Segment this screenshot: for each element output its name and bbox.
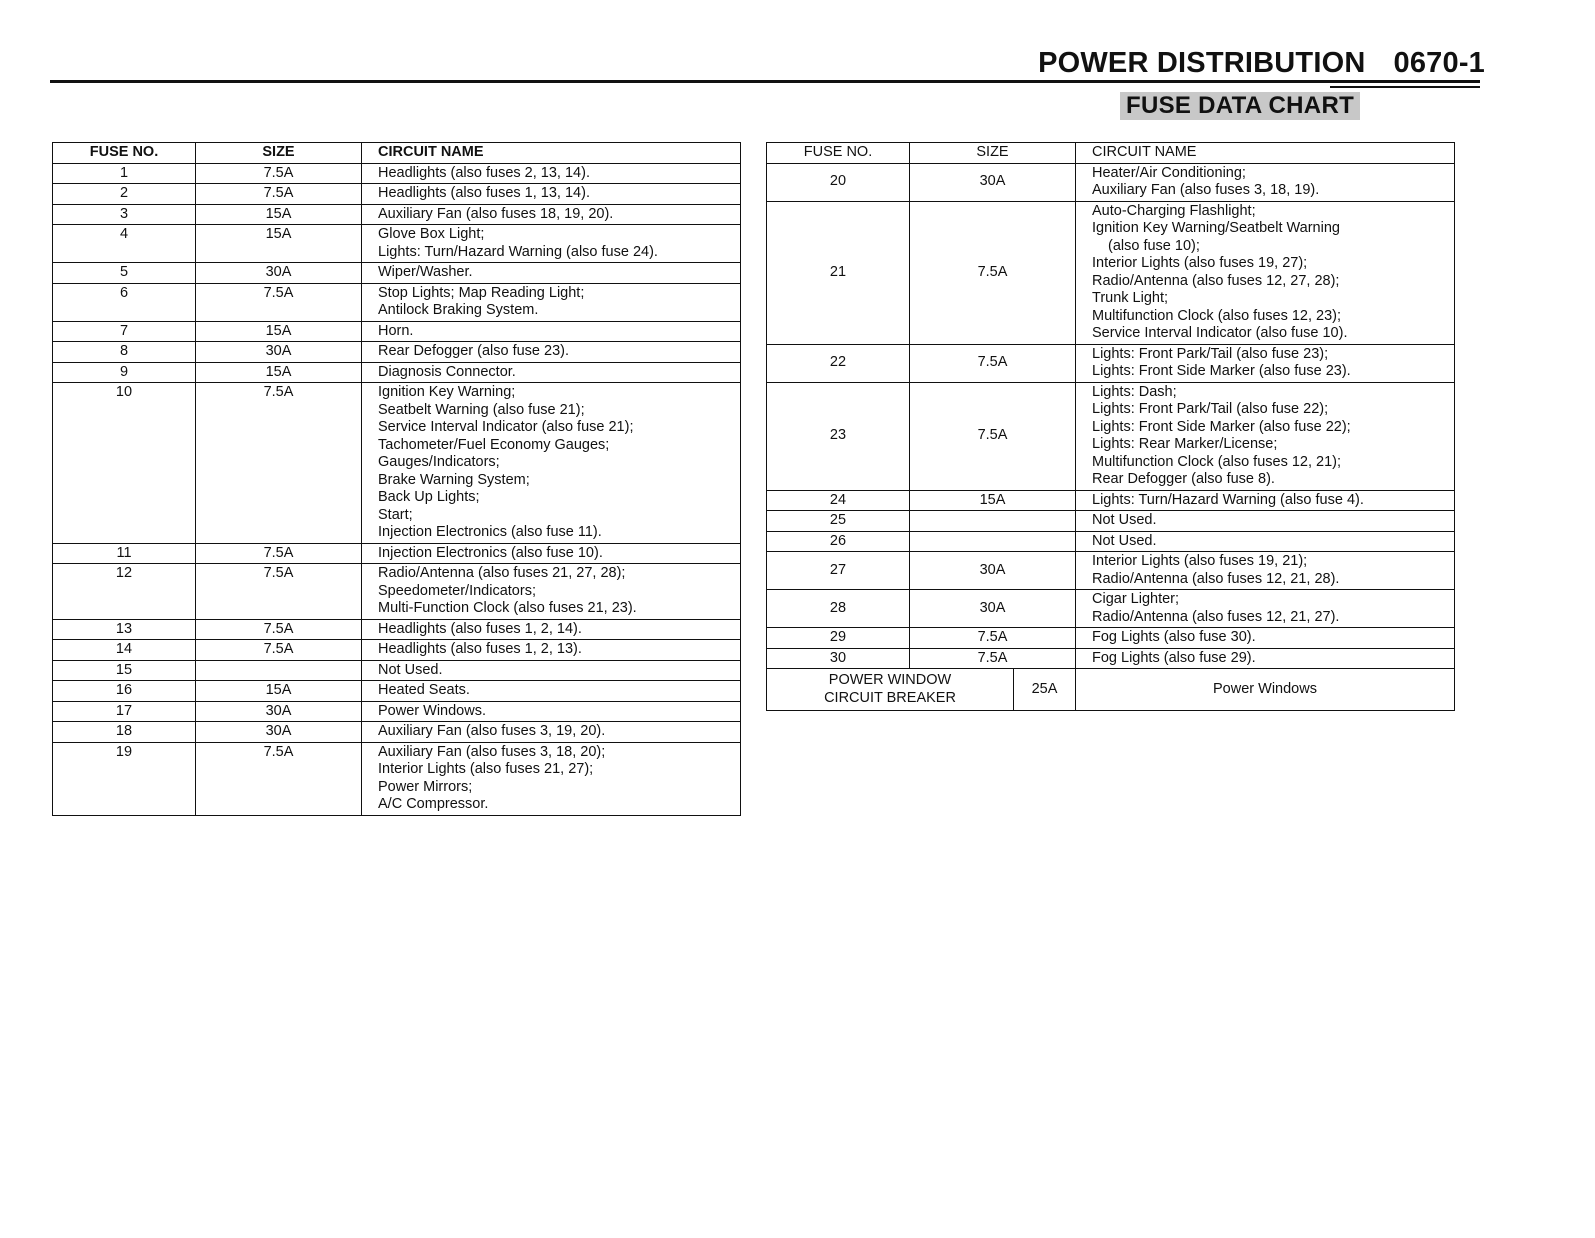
circuit-line: (also fuse 10); bbox=[1108, 237, 1200, 254]
circuit-line: Power Windows. bbox=[378, 702, 486, 719]
fuse-number: 20 bbox=[767, 163, 910, 201]
fuse-number: 4 bbox=[53, 225, 196, 263]
table-row bbox=[53, 742, 741, 815]
fuse-size: 15A bbox=[196, 321, 362, 342]
table-header-row bbox=[53, 143, 741, 164]
circuit-name bbox=[1076, 531, 1455, 552]
header-divider-short bbox=[1330, 86, 1480, 88]
table-row bbox=[767, 382, 1455, 490]
circuit-name bbox=[362, 564, 741, 620]
circuit-name bbox=[362, 163, 741, 184]
circuit-line: Multifunction Clock (also fuses 12, 21); bbox=[1092, 453, 1342, 470]
table-row bbox=[767, 628, 1455, 649]
circuit-name bbox=[1076, 511, 1455, 532]
circuit-line: Auxiliary Fan (also fuses 3, 19, 20). bbox=[378, 723, 606, 739]
circuit-line: Lights: Front Park/Tail (also fuse 23); bbox=[1092, 345, 1329, 362]
circuit-breaker-cell bbox=[767, 669, 1076, 711]
circuit-line: Stop Lights; Map Reading Light; bbox=[378, 284, 585, 301]
circuit-name bbox=[1076, 163, 1455, 201]
fuse-size: 7.5A bbox=[910, 628, 1076, 649]
fuse-size: 30A bbox=[910, 552, 1076, 590]
fuse-size: 7.5A bbox=[196, 163, 362, 184]
circuit-name bbox=[1076, 628, 1455, 649]
table-row bbox=[767, 531, 1455, 552]
circuit-line: Not Used. bbox=[1092, 532, 1157, 549]
fuse-size: 30A bbox=[910, 163, 1076, 201]
circuit-line: Service Interval Indicator (also fuse 21); bbox=[378, 419, 634, 435]
fuse-number: 13 bbox=[53, 619, 196, 640]
circuit-line: Lights: Front Park/Tail (also fuse 22); bbox=[1092, 401, 1329, 417]
circuit-name bbox=[362, 184, 741, 205]
column-header-circuit-name: CIRCUIT NAME bbox=[1076, 143, 1455, 164]
fuse-table-left bbox=[52, 142, 741, 816]
table-row bbox=[53, 701, 741, 722]
chart-title: FUSE DATA CHART bbox=[1120, 92, 1360, 120]
circuit-line: Heater/Air Conditioning; bbox=[1092, 164, 1246, 181]
circuit-name bbox=[362, 321, 741, 342]
circuit-line: Speedometer/Indicators; bbox=[378, 582, 536, 599]
circuit-line: Tachometer/Fuel Economy Gauges; bbox=[378, 436, 610, 453]
fuse-number: 19 bbox=[53, 742, 196, 815]
fuse-size: 30A bbox=[196, 701, 362, 722]
circuit-line: Headlights (also fuses 1, 13, 14). bbox=[378, 185, 590, 201]
circuit-line: Ignition Key Warning; bbox=[378, 384, 516, 400]
table-row bbox=[53, 342, 741, 363]
circuit-line: Glove Box Light; bbox=[378, 226, 485, 242]
fuse-size: 7.5A bbox=[910, 344, 1076, 382]
fuse-size bbox=[910, 531, 1076, 552]
column-header-circuit-name: CIRCUIT NAME bbox=[362, 143, 741, 164]
table-row bbox=[53, 619, 741, 640]
table-row bbox=[53, 321, 741, 342]
circuit-name bbox=[362, 619, 741, 640]
circuit-line: Start; bbox=[378, 506, 413, 523]
fuse-number: 2 bbox=[53, 184, 196, 205]
fuse-size: 7.5A bbox=[196, 640, 362, 661]
fuse-number: 11 bbox=[53, 543, 196, 564]
circuit-line: A/C Compressor. bbox=[378, 796, 489, 812]
circuit-line: Radio/Antenna (also fuses 12, 21, 27). bbox=[1092, 608, 1340, 625]
circuit-line: Lights: Rear Marker/License; bbox=[1092, 436, 1278, 452]
circuit-name bbox=[362, 722, 741, 743]
circuit-line: Not Used. bbox=[1092, 512, 1157, 528]
circuit-line: Power Mirrors; bbox=[378, 778, 473, 795]
circuit-name bbox=[362, 283, 741, 321]
table-row bbox=[53, 184, 741, 205]
fuse-size: 30A bbox=[196, 342, 362, 363]
fuse-size: 30A bbox=[910, 590, 1076, 628]
table-row bbox=[767, 648, 1455, 669]
table-row bbox=[767, 552, 1455, 590]
fuse-size: 7.5A bbox=[910, 648, 1076, 669]
circuit-line: Radio/Antenna (also fuses 12, 27, 28); bbox=[1092, 272, 1340, 289]
circuit-name bbox=[1076, 552, 1455, 590]
circuit-line: Heated Seats. bbox=[378, 682, 470, 698]
table-row bbox=[767, 590, 1455, 628]
table-row bbox=[767, 490, 1455, 511]
column-header-fuse-no: FUSE NO. bbox=[53, 143, 196, 164]
header-divider bbox=[50, 80, 1480, 83]
fuse-size: 7.5A bbox=[196, 742, 362, 815]
fuse-number: 24 bbox=[767, 490, 910, 511]
circuit-line: Rear Defogger (also fuse 23). bbox=[378, 343, 570, 359]
column-header-size: SIZE bbox=[910, 143, 1076, 164]
fuse-number: 28 bbox=[767, 590, 910, 628]
table-row bbox=[53, 681, 741, 702]
table-row bbox=[53, 640, 741, 661]
fuse-number: 21 bbox=[767, 201, 910, 344]
table-row bbox=[767, 344, 1455, 382]
circuit-name bbox=[1076, 382, 1455, 490]
fuse-number: 15 bbox=[53, 660, 196, 681]
circuit-line: Trunk Light; bbox=[1092, 290, 1169, 306]
circuit-line: Cigar Lighter; bbox=[1092, 591, 1180, 607]
table-row bbox=[53, 383, 741, 544]
circuit-name bbox=[1076, 344, 1455, 382]
circuit-line: Lights: Front Side Marker (also fuse 23). bbox=[1092, 363, 1351, 379]
table-row bbox=[767, 163, 1455, 201]
fuse-size: 7.5A bbox=[910, 201, 1076, 344]
circuit-name bbox=[362, 204, 741, 225]
table-row bbox=[53, 564, 741, 620]
circuit-line: Auxiliary Fan (also fuses 18, 19, 20). bbox=[378, 205, 614, 222]
circuit-name bbox=[362, 383, 741, 544]
circuit-line: Headlights (also fuses 1, 2, 13). bbox=[378, 641, 582, 657]
circuit-name bbox=[362, 263, 741, 284]
fuse-number: 5 bbox=[53, 263, 196, 284]
circuit-line: Back Up Lights; bbox=[378, 489, 480, 505]
circuit-name bbox=[1076, 648, 1455, 669]
column-header-fuse-no: FUSE NO. bbox=[767, 143, 910, 164]
circuit-line: Lights: Dash; bbox=[1092, 383, 1177, 400]
circuit-name bbox=[362, 660, 741, 681]
circuit-name bbox=[362, 701, 741, 722]
table-row bbox=[767, 511, 1455, 532]
circuit-name bbox=[1076, 201, 1455, 344]
fuse-size: 15A bbox=[196, 362, 362, 383]
circuit-name bbox=[1076, 590, 1455, 628]
section-code: 0670-1 bbox=[1393, 47, 1485, 79]
fuse-number: 17 bbox=[53, 701, 196, 722]
fuse-number: 7 bbox=[53, 321, 196, 342]
circuit-name bbox=[1076, 490, 1455, 511]
fuse-number: 23 bbox=[767, 382, 910, 490]
fuse-size: 15A bbox=[196, 681, 362, 702]
fuse-size: 7.5A bbox=[196, 619, 362, 640]
circuit-line: Injection Electronics (also fuse 10). bbox=[378, 544, 603, 561]
circuit-line: Rear Defogger (also fuse 8). bbox=[1092, 471, 1275, 487]
circuit-line: Auxiliary Fan (also fuses 3, 18, 20); bbox=[378, 743, 606, 760]
circuit-line: Headlights (also fuses 1, 2, 14). bbox=[378, 620, 582, 637]
column-header-size: SIZE bbox=[196, 143, 362, 164]
table-row bbox=[53, 204, 741, 225]
fuse-number: 9 bbox=[53, 362, 196, 383]
circuit-line: Auxiliary Fan (also fuses 3, 18, 19). bbox=[1092, 182, 1320, 198]
fuse-size: 15A bbox=[196, 204, 362, 225]
table-row bbox=[53, 225, 741, 263]
circuit-breaker-row bbox=[767, 669, 1455, 711]
circuit-line: Diagnosis Connector. bbox=[378, 363, 516, 380]
circuit-line: Service Interval Indicator (also fuse 10). bbox=[1092, 325, 1348, 341]
fuse-number: 30 bbox=[767, 648, 910, 669]
section-title: POWER DISTRIBUTION bbox=[1038, 47, 1366, 79]
fuse-size bbox=[910, 511, 1076, 532]
fuse-size: 7.5A bbox=[910, 382, 1076, 490]
fuse-number: 22 bbox=[767, 344, 910, 382]
circuit-line: Not Used. bbox=[378, 661, 443, 678]
circuit-line: Fog Lights (also fuse 30). bbox=[1092, 629, 1256, 645]
circuit-line: Wiper/Washer. bbox=[378, 264, 473, 280]
circuit-line: Radio/Antenna (also fuses 21, 27, 28); bbox=[378, 565, 626, 581]
circuit-line: Injection Electronics (also fuse 11). bbox=[378, 524, 602, 540]
circuit-line: Brake Warning System; bbox=[378, 471, 530, 488]
circuit-line: Headlights (also fuses 2, 13, 14). bbox=[378, 164, 590, 181]
fuse-number: 26 bbox=[767, 531, 910, 552]
circuit-breaker-label-line: CIRCUIT BREAKER bbox=[824, 689, 956, 706]
fuse-table-right bbox=[766, 142, 1455, 711]
circuit-line: Multi-Function Clock (also fuses 21, 23). bbox=[378, 600, 637, 616]
fuse-size: 7.5A bbox=[196, 383, 362, 544]
circuit-line: Auto-Charging Flashlight; bbox=[1092, 202, 1256, 219]
circuit-name bbox=[362, 742, 741, 815]
circuit-name bbox=[362, 342, 741, 363]
circuit-line: Gauges/Indicators; bbox=[378, 454, 500, 470]
circuit-breaker-size: 25A bbox=[1031, 680, 1058, 697]
circuit-line: Interior Lights (also fuses 19, 27); bbox=[1092, 255, 1308, 271]
circuit-name bbox=[362, 640, 741, 661]
circuit-line: Lights: Front Side Marker (also fuse 22); bbox=[1092, 418, 1351, 435]
circuit-breaker-circuit: Power Windows bbox=[1076, 669, 1455, 711]
fuse-size: 15A bbox=[196, 225, 362, 263]
table-row bbox=[53, 722, 741, 743]
fuse-number: 1 bbox=[53, 163, 196, 184]
fuse-number: 16 bbox=[53, 681, 196, 702]
circuit-line: Lights: Turn/Hazard Warning (also fuse 4). bbox=[1092, 491, 1364, 508]
fuse-size: 15A bbox=[910, 490, 1076, 511]
table-row bbox=[53, 362, 741, 383]
fuse-number: 29 bbox=[767, 628, 910, 649]
fuse-size: 7.5A bbox=[196, 283, 362, 321]
fuse-size: 7.5A bbox=[196, 543, 362, 564]
circuit-line: Horn. bbox=[378, 322, 414, 339]
fuse-number: 6 bbox=[53, 283, 196, 321]
table-row bbox=[53, 163, 741, 184]
table-row bbox=[53, 283, 741, 321]
circuit-line: Antilock Braking System. bbox=[378, 302, 539, 318]
fuse-size: 30A bbox=[196, 722, 362, 743]
circuit-line: Lights: Turn/Hazard Warning (also fuse 24). bbox=[378, 243, 658, 260]
circuit-line: Interior Lights (also fuses 19, 21); bbox=[1092, 553, 1308, 569]
fuse-number: 14 bbox=[53, 640, 196, 661]
fuse-size: 7.5A bbox=[196, 184, 362, 205]
circuit-name bbox=[362, 681, 741, 702]
fuse-number: 18 bbox=[53, 722, 196, 743]
circuit-line: Seatbelt Warning (also fuse 21); bbox=[378, 401, 585, 418]
fuse-number: 3 bbox=[53, 204, 196, 225]
fuse-number: 8 bbox=[53, 342, 196, 363]
table-row bbox=[53, 543, 741, 564]
fuse-size: 30A bbox=[196, 263, 362, 284]
circuit-breaker-label bbox=[767, 669, 1014, 710]
fuse-number: 27 bbox=[767, 552, 910, 590]
circuit-line: Radio/Antenna (also fuses 12, 21, 28). bbox=[1092, 570, 1340, 587]
fuse-number: 10 bbox=[53, 383, 196, 544]
fuse-size: 7.5A bbox=[196, 564, 362, 620]
table-row bbox=[53, 660, 741, 681]
circuit-line: Multifunction Clock (also fuses 12, 23); bbox=[1092, 307, 1342, 324]
circuit-name bbox=[362, 362, 741, 383]
table-row bbox=[767, 201, 1455, 344]
fuse-number: 12 bbox=[53, 564, 196, 620]
circuit-name bbox=[362, 543, 741, 564]
circuit-line: Fog Lights (also fuse 29). bbox=[1092, 649, 1256, 666]
fuse-number: 25 bbox=[767, 511, 910, 532]
circuit-breaker-label-line: POWER WINDOW bbox=[828, 672, 952, 688]
circuit-line: Ignition Key Warning/Seatbelt Warning bbox=[1092, 220, 1340, 236]
table-row bbox=[53, 263, 741, 284]
fuse-size bbox=[196, 660, 362, 681]
table-header-row bbox=[767, 143, 1455, 164]
page-header bbox=[1038, 47, 1485, 80]
circuit-name bbox=[362, 225, 741, 263]
circuit-line: Interior Lights (also fuses 21, 27); bbox=[378, 761, 594, 777]
